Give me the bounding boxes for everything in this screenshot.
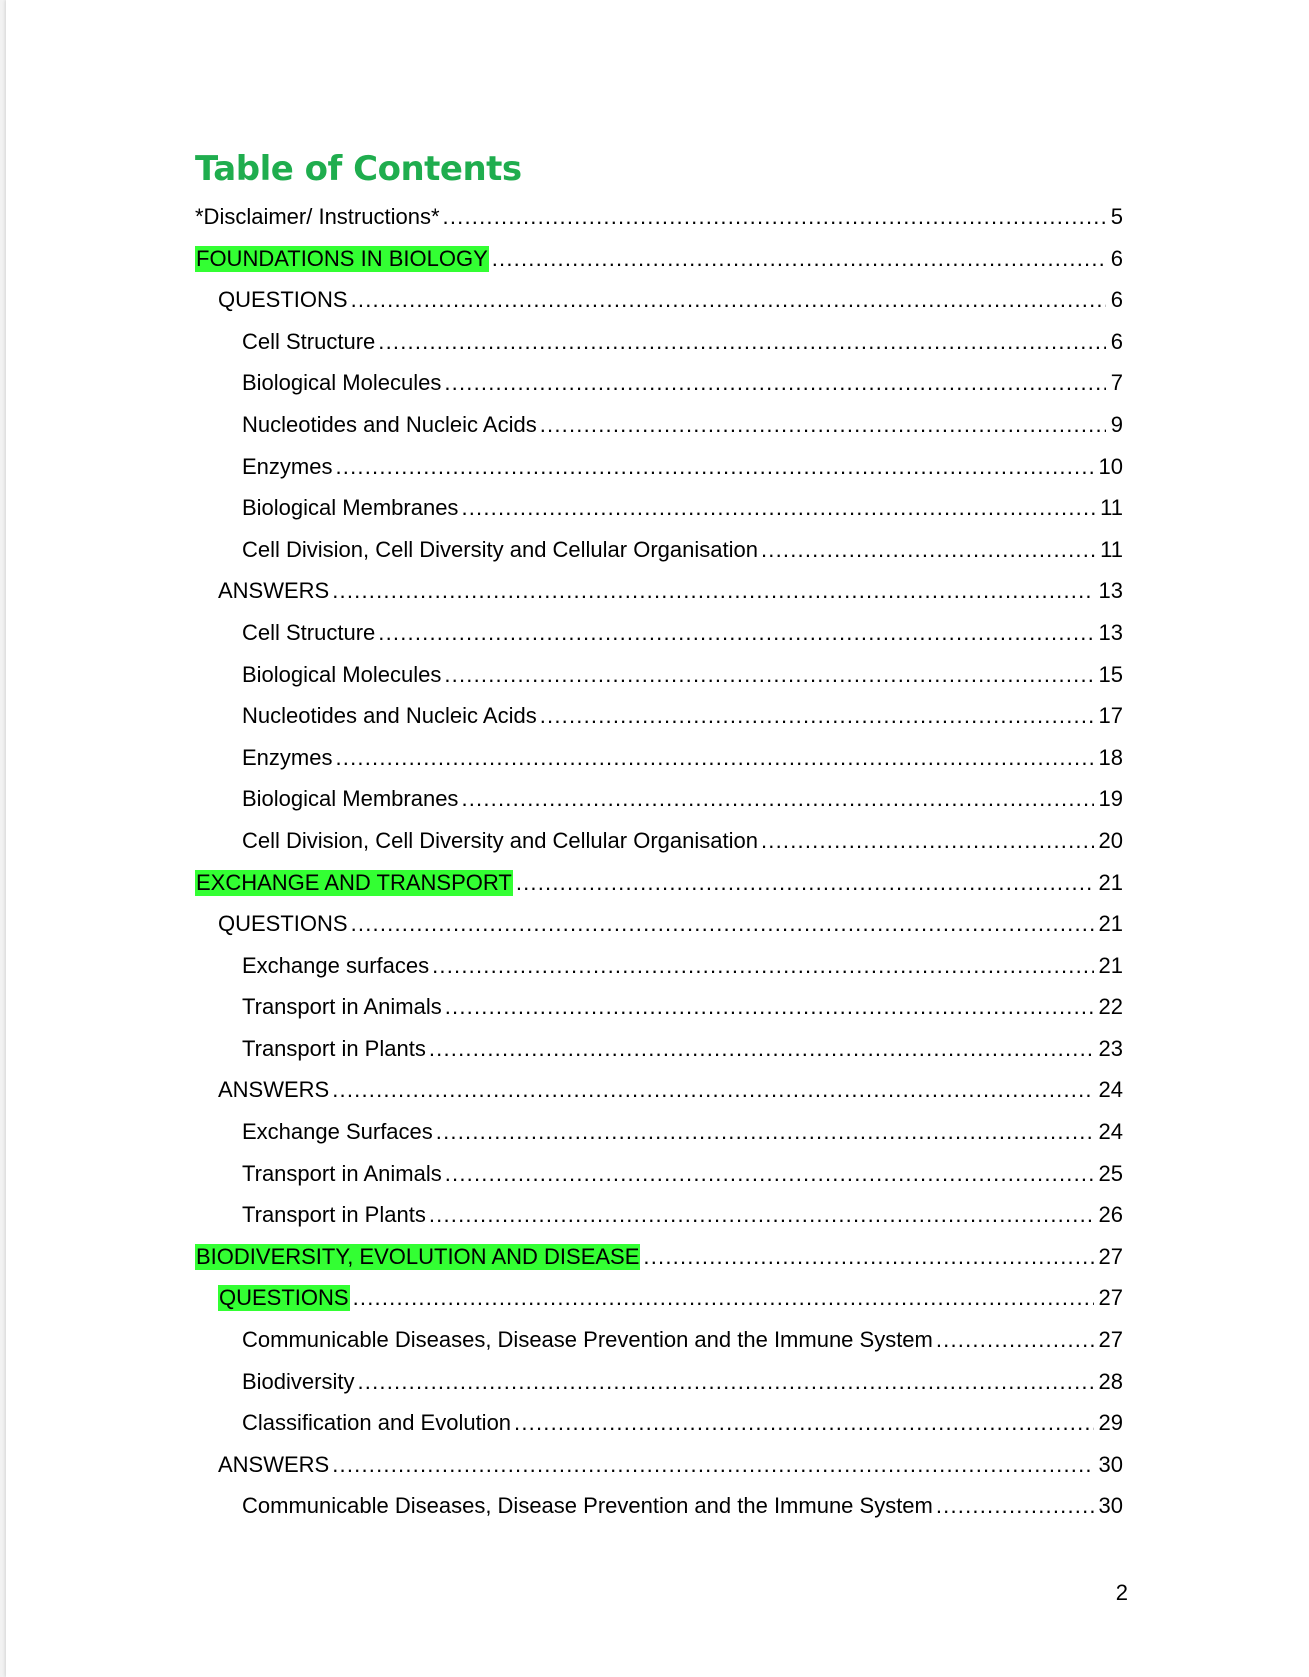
toc-entry[interactable]: [195, 246, 1123, 288]
toc-entry-label[interactable]: Enzymes: [242, 744, 333, 770]
toc-entry[interactable]: [195, 204, 1123, 246]
toc-entry-page[interactable]: 10: [1098, 453, 1123, 479]
dot-leader: [444, 370, 1105, 396]
dot-leader: [436, 1119, 1094, 1145]
toc-entry[interactable]: [195, 620, 1123, 662]
toc-entry-page[interactable]: 6: [1110, 328, 1123, 354]
toc-entry-page[interactable]: 20: [1098, 827, 1123, 853]
dot-leader: [443, 204, 1106, 230]
toc-entry[interactable]: [195, 953, 1123, 995]
toc-entry-page[interactable]: 27: [1098, 1285, 1123, 1311]
toc-entry[interactable]: [195, 1285, 1123, 1327]
dot-leader: [353, 1285, 1094, 1311]
toc-entry[interactable]: [195, 537, 1123, 579]
dot-leader: [540, 412, 1106, 438]
toc-entry[interactable]: [195, 745, 1123, 787]
toc-entry-page[interactable]: 26: [1098, 1202, 1123, 1228]
toc-entry-page[interactable]: 11: [1100, 495, 1123, 521]
toc-entry-label[interactable]: Biological Molecules: [242, 661, 442, 687]
toc-entry[interactable]: [195, 1077, 1123, 1119]
dot-leader: [332, 578, 1093, 604]
dot-leader: [461, 495, 1095, 521]
toc-entry-page[interactable]: 27: [1098, 1327, 1123, 1353]
toc-entry-page[interactable]: 21: [1098, 869, 1123, 895]
toc-entry-page[interactable]: 25: [1098, 1160, 1123, 1186]
toc-entry-page[interactable]: 21: [1098, 911, 1123, 937]
toc-entry-page[interactable]: 30: [1098, 1493, 1123, 1519]
toc-entry[interactable]: [195, 870, 1123, 912]
toc-entry-label[interactable]: Exchange surfaces: [242, 952, 430, 978]
dot-leader: [335, 454, 1093, 480]
toc-entry[interactable]: [195, 1493, 1123, 1535]
dot-leader: [429, 1202, 1094, 1228]
toc-entry[interactable]: [195, 1161, 1123, 1203]
toc-entry-label[interactable]: Classification and Evolution: [242, 1410, 512, 1436]
toc-entry-label[interactable]: QUESTIONS: [218, 911, 348, 937]
dot-leader: [445, 994, 1094, 1020]
toc-entry-page[interactable]: 28: [1098, 1368, 1123, 1394]
toc-entry-label[interactable]: Transport in Plants: [242, 1035, 426, 1061]
toc-entry-label[interactable]: Cell Division, Cell Diversity and Cellular Organisation: [242, 827, 758, 853]
toc-entry-label[interactable]: *Disclaimer/ Instructions*: [195, 204, 440, 229]
toc-entry-label[interactable]: Exchange Surfaces: [242, 1119, 433, 1145]
toc-entry-label[interactable]: Biological Membranes: [242, 786, 459, 812]
toc-entry[interactable]: [195, 1369, 1123, 1411]
toc-entry[interactable]: [195, 994, 1123, 1036]
toc-entry-label[interactable]: ANSWERS: [218, 578, 330, 604]
dot-leader: [445, 1161, 1094, 1187]
toc-entry[interactable]: [195, 454, 1123, 496]
toc-entry-label[interactable]: QUESTIONS: [218, 287, 348, 313]
toc-entry[interactable]: [195, 1327, 1123, 1369]
toc-entry-page[interactable]: 5: [1110, 204, 1123, 229]
dot-leader: [540, 703, 1094, 729]
toc-entry[interactable]: [195, 662, 1123, 704]
dot-leader: [357, 1369, 1093, 1395]
toc-entry-label[interactable]: ANSWERS: [218, 1451, 330, 1477]
toc-entry-page[interactable]: 21: [1098, 952, 1123, 978]
toc-entry-page[interactable]: 13: [1098, 619, 1123, 645]
toc-entry[interactable]: [195, 1202, 1123, 1244]
dot-leader: [335, 745, 1093, 771]
toc-entry[interactable]: [195, 828, 1123, 870]
toc-entry-page[interactable]: 24: [1098, 1119, 1123, 1145]
toc-entry[interactable]: [195, 287, 1123, 329]
toc-entry-label[interactable]: ANSWERS: [218, 1077, 330, 1103]
toc-entry-page[interactable]: 27: [1098, 1243, 1123, 1269]
toc-entry[interactable]: [195, 370, 1123, 412]
toc-entry-label[interactable]: Biodiversity: [242, 1368, 355, 1394]
toc-entry[interactable]: [195, 786, 1123, 828]
toc-entry-label[interactable]: Cell Structure: [242, 328, 376, 354]
dot-leader: [332, 1077, 1093, 1103]
dot-leader: [332, 1452, 1093, 1478]
toc-entry-page[interactable]: 9: [1110, 411, 1123, 437]
toc-entry-label[interactable]: Transport in Animals: [242, 994, 442, 1020]
toc-entry-page[interactable]: 18: [1098, 744, 1123, 770]
dot-leader: [936, 1327, 1094, 1353]
toc-entry-label[interactable]: EXCHANGE AND TRANSPORT: [196, 869, 512, 895]
toc-entry[interactable]: [195, 412, 1123, 454]
toc-entry-page[interactable]: 22: [1098, 994, 1123, 1020]
dot-leader: [643, 1244, 1093, 1270]
toc-entry[interactable]: [195, 1036, 1123, 1078]
toc-entry-label[interactable]: Transport in Plants: [242, 1202, 426, 1228]
dot-leader: [444, 662, 1093, 688]
toc-entry-label[interactable]: BIODIVERSITY, EVOLUTION AND DISEASE: [196, 1243, 640, 1269]
toc-entry[interactable]: [195, 1244, 1123, 1286]
dot-leader: [378, 620, 1093, 646]
toc-entry-page[interactable]: 23: [1098, 1035, 1123, 1061]
toc-entry[interactable]: [195, 578, 1123, 620]
toc-entry-label[interactable]: Cell Division, Cell Diversity and Cellular Organisation: [242, 536, 758, 562]
toc-entry-page[interactable]: 13: [1098, 578, 1123, 604]
page-number: 2: [1115, 1580, 1128, 1605]
toc-entry-label[interactable]: Cell Structure: [242, 619, 376, 645]
dot-leader: [432, 953, 1093, 979]
dot-leader: [516, 870, 1094, 896]
toc-entry-label[interactable]: Communicable Diseases, Disease Prevention and the Immune System: [242, 1327, 933, 1353]
toc-entry-page[interactable]: 6: [1110, 245, 1123, 271]
toc-entry[interactable]: [195, 1119, 1123, 1161]
toc-entry-label[interactable]: Biological Membranes: [242, 495, 459, 521]
dot-leader: [429, 1036, 1094, 1062]
toc-entry-label[interactable]: FOUNDATIONS IN BIOLOGY: [196, 245, 488, 271]
toc-entry-page[interactable]: 29: [1098, 1410, 1123, 1436]
toc-entry-label[interactable]: Biological Molecules: [242, 370, 442, 396]
toc-entry[interactable]: [195, 329, 1123, 371]
toc-entry-label[interactable]: Enzymes: [242, 453, 333, 479]
toc-entry[interactable]: [195, 703, 1123, 745]
toc-entry[interactable]: [195, 1410, 1123, 1452]
toc-entry[interactable]: [195, 911, 1123, 953]
toc-entry-page[interactable]: 15: [1098, 661, 1123, 687]
dot-leader: [461, 786, 1093, 812]
toc-entry-page[interactable]: 6: [1110, 287, 1123, 313]
toc-entry-page[interactable]: 7: [1110, 370, 1123, 396]
toc-entry-page[interactable]: 11: [1100, 536, 1123, 562]
dot-leader: [761, 828, 1094, 854]
toc-list: [195, 204, 1123, 1535]
toc-entry[interactable]: [195, 1452, 1123, 1494]
dot-leader: [351, 911, 1094, 937]
dot-leader: [378, 329, 1105, 355]
toc-entry-page[interactable]: 17: [1098, 703, 1123, 729]
toc-entry-label[interactable]: Communicable Diseases, Disease Prevention and the Immune System: [242, 1493, 933, 1519]
dot-leader: [351, 287, 1106, 313]
toc-entry-label[interactable]: Nucleotides and Nucleic Acids: [242, 703, 537, 729]
dot-leader: [492, 246, 1106, 272]
document-page: [6, 0, 1309, 1677]
toc-heading: Table of Contents: [195, 149, 522, 189]
dot-leader: [761, 537, 1095, 563]
toc-entry[interactable]: [195, 495, 1123, 537]
toc-entry-page[interactable]: 19: [1098, 786, 1123, 812]
toc-entry-page[interactable]: 30: [1098, 1451, 1123, 1477]
toc-entry-label[interactable]: QUESTIONS: [219, 1285, 349, 1311]
toc-entry-label[interactable]: Transport in Animals: [242, 1160, 442, 1186]
dot-leader: [936, 1493, 1094, 1519]
dot-leader: [514, 1410, 1093, 1436]
toc-entry-label[interactable]: Nucleotides and Nucleic Acids: [242, 411, 537, 437]
toc-entry-page[interactable]: 24: [1098, 1077, 1123, 1103]
